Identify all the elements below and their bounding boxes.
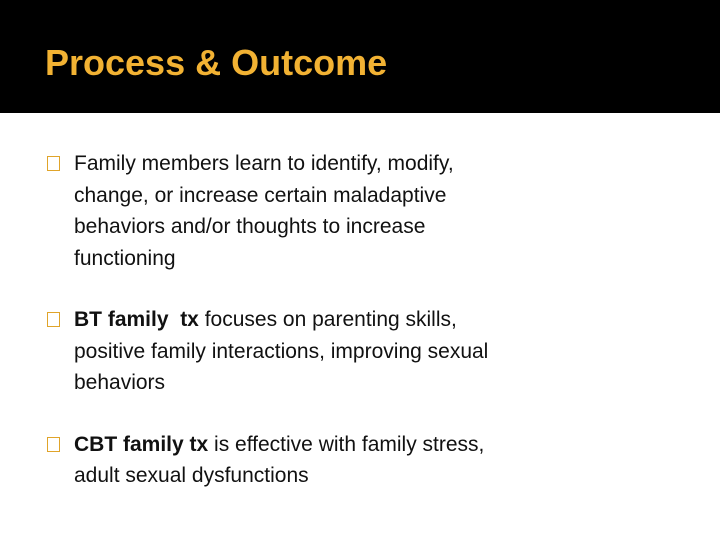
bullet-item-cbt-family-tx [40, 429, 520, 492]
bullet-square-icon [47, 156, 60, 171]
bullet-bold-term: BT family tx [74, 308, 199, 331]
bullet-bold-term: CBT family tx [74, 432, 209, 456]
slide-title: Process & Outcome [45, 42, 388, 83]
bullet-text: Family members learn to identify, modify, change, or increase certain maladaptive behaviors and/or thoughts to increase functioning [74, 152, 454, 270]
bullet-square-icon [47, 312, 60, 327]
bullet-item-family-members [40, 148, 520, 274]
title-bar [0, 0, 720, 113]
bullet-text: focuses on parenting skills, positive family interactions, improving sexual behaviors [74, 308, 489, 394]
bullet-text: is effective with family stress, adult sexual dysfunctions [74, 432, 485, 487]
bullet-square-icon [47, 437, 60, 452]
bullet-list [40, 148, 520, 492]
bullet-item-bt-family-tx [40, 304, 520, 399]
